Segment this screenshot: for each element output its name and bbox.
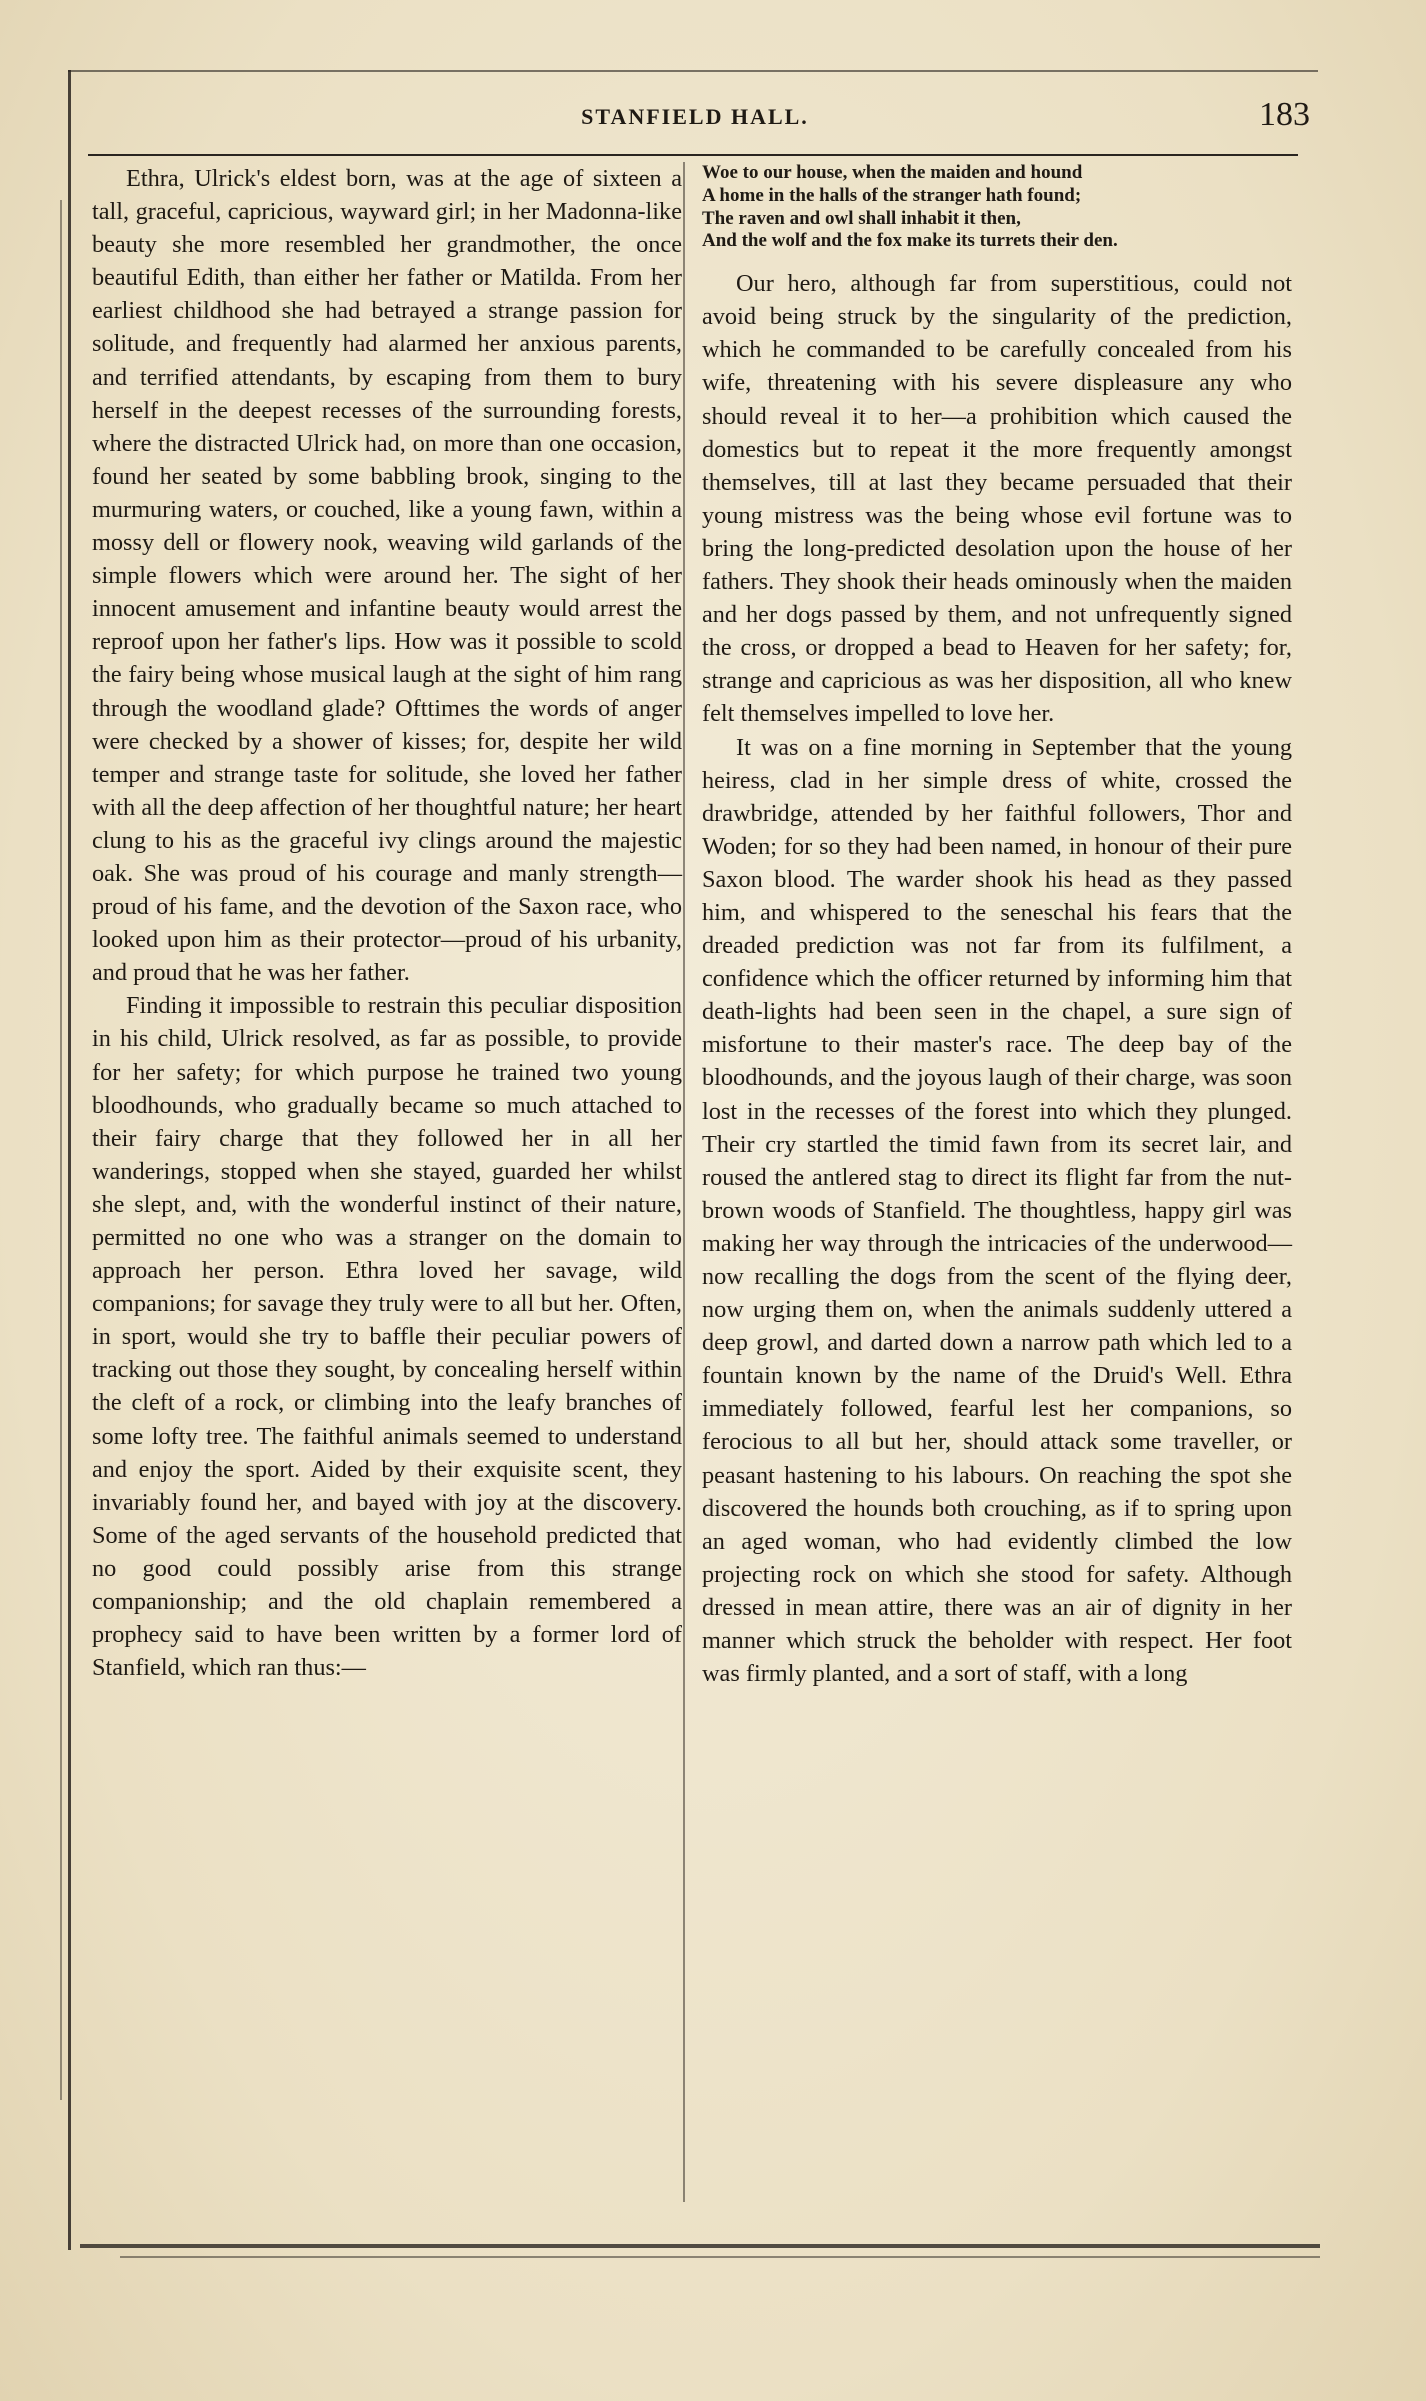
page-edge-shadow: [60, 200, 62, 2100]
column-divider: [683, 162, 685, 2202]
prophecy-verse: [702, 162, 1292, 253]
paragraph: Ethra, Ulrick's eldest born, was at the age of sixteen a tall, graceful, capricious, wayward girl; in her Madonna-like beauty she more resembled her grandmother, the once beautiful Edith, than either her father or Matilda. From her earliest childhood she had betrayed a strange passion for solitude, and frequently had alarmed her anxious parents, and terrified attendants, by escaping from them to bury herself in the deepest recesses of the surrounding forests, where the distracted Ulrick had, on more than one occasion, found her seated by some babbling brook, singing to the murmuring waters, or couched, like a young fawn, within a mossy dell or flowery nook, weaving wild garlands of the simple flowers which were around her. The sight of her innocent amusement and infantine beauty would arrest the reproof upon her father's lips. How was it possible to scold the fairy being whose musical laugh at the sight of him rang through the woodland glade? Ofttimes the words of anger were checked by a shower of kisses; for, despite her wild temper and strange taste for solitude, she loved her father with all the deep affection of her thoughtful nature; her heart clung to his as the graceful ivy clings around the majestic oak. She was proud of his courage and manly strength—proud of his fame, and the devotion of the Saxon race, who looked upon him as their protector—proud of his urbanity, and proud that he was her father.: [92, 165, 682, 987]
verse-line: The raven and owl shall inhabit it then,: [702, 207, 1021, 229]
verse-line: And the wolf and the fox make its turrets their den.: [702, 230, 1118, 252]
header-rule: [88, 154, 1298, 156]
paragraph: It was on a fine morning in September that the young heiress, clad in her simple dress of white, crossed the drawbridge, attended by her faithful followers, Thor and Woden; for so they had been named, in honour of their pure Saxon blood. The warder shook his head as they passed him, and whispered to the seneschal his fears that the dreaded prediction was not far from its fulfilment, a confidence which the officer returned by informing him that death-lights had been seen in the chapel, a sure sign of misfortune to their master's race. The deep bay of the bloodhounds, and the joyous laugh of their charge, was soon lost in the recesses of the forest into which they plunged. Their cry startled the timid fawn from its secret lair, and roused the antlered stag to direct its flight far from the nut-brown woods of Stanfield. The thoughtless, happy girl was making her way through the intricacies of the underwood—now recalling the dogs from the scent of the flying deer, now urging them on, when the animals suddenly uttered a deep growl, and darted down a narrow path which led to a fountain known by the name of the Druid's Well. Ethra immediately followed, fearful lest her companions, so ferocious to all but her, should attack some traveller, or peasant hastening to his labours. On reaching the spot she discovered the hounds both crouching, as if to spring upon an aged woman, who had evidently climbed the low projecting rock on which she stood for safety. Although dressed in mean attire, there was an air of dignity in her manner which struck the beholder with respect. Her foot was firmly planted, and a sort of staff, with a long: [702, 733, 1292, 1688]
footer-rule: [80, 2244, 1320, 2248]
left-column: [92, 162, 682, 1684]
page-border-top: [68, 70, 1318, 72]
paragraph: Finding it impossible to restrain this peculiar disposition in his child, Ulrick resolved, as far as possible, to provide for her safety; for which purpose he trained two young bloodhounds, who gradually became so much attached to their fairy charge that they followed her in all her wanderings, stopped when she stayed, guarded her whilst she slept, and, with the wonderful instinct of their nature, permitted no one who was a stranger on the domain to approach her person. Ethra loved her savage, wild companions; for savage they truly were to all but her. Often, in sport, would she try to baffle their peculiar powers of tracking out those they sought, by concealing herself within the cleft of a rock, or climbing into the leafy branches of some lofty tree. The faithful animals seemed to understand and enjoy the sport. Aided by their exquisite scent, they invariably found her, and bayed with joy at the discovery. Some of the aged servants of the household predicted that no good could possibly arise from this strange companionship; and the old chaplain remembered a prophecy said to have been written by a former lord of Stanfield, which ran thus:—: [92, 992, 682, 1682]
running-title: STANFIELD HALL.: [581, 104, 809, 129]
right-column: [702, 162, 1292, 1690]
page-number: 183: [1259, 96, 1310, 133]
paragraph: Our hero, although far from superstitious, could not avoid being struck by the singularity of the prediction, which he commanded to be carefully concealed from his wife, threatening with his severe displeasure any who should reveal it to her—a prohibition which caused the domestics but to repeat it the more frequently amongst themselves, till at last they became persuaded that their young mistress was the being whose evil fortune was to bring the long-predicted desolation upon the house of her fathers. They shook their heads ominously when the maiden and her dogs passed by them, and not unfrequently signed the cross, or dropped a bead to Heaven for her safety; for, strange and capricious as was her disposition, all who knew felt themselves impelled to love her.: [702, 270, 1292, 728]
verse-line: A home in the halls of the stranger hath found;: [702, 184, 1082, 206]
footer-rule-thin: [120, 2256, 1320, 2258]
verse-line: Woe to our house, when the maiden and hound: [702, 162, 1083, 183]
page-border-left: [68, 70, 71, 2250]
page-header: [80, 92, 1310, 152]
